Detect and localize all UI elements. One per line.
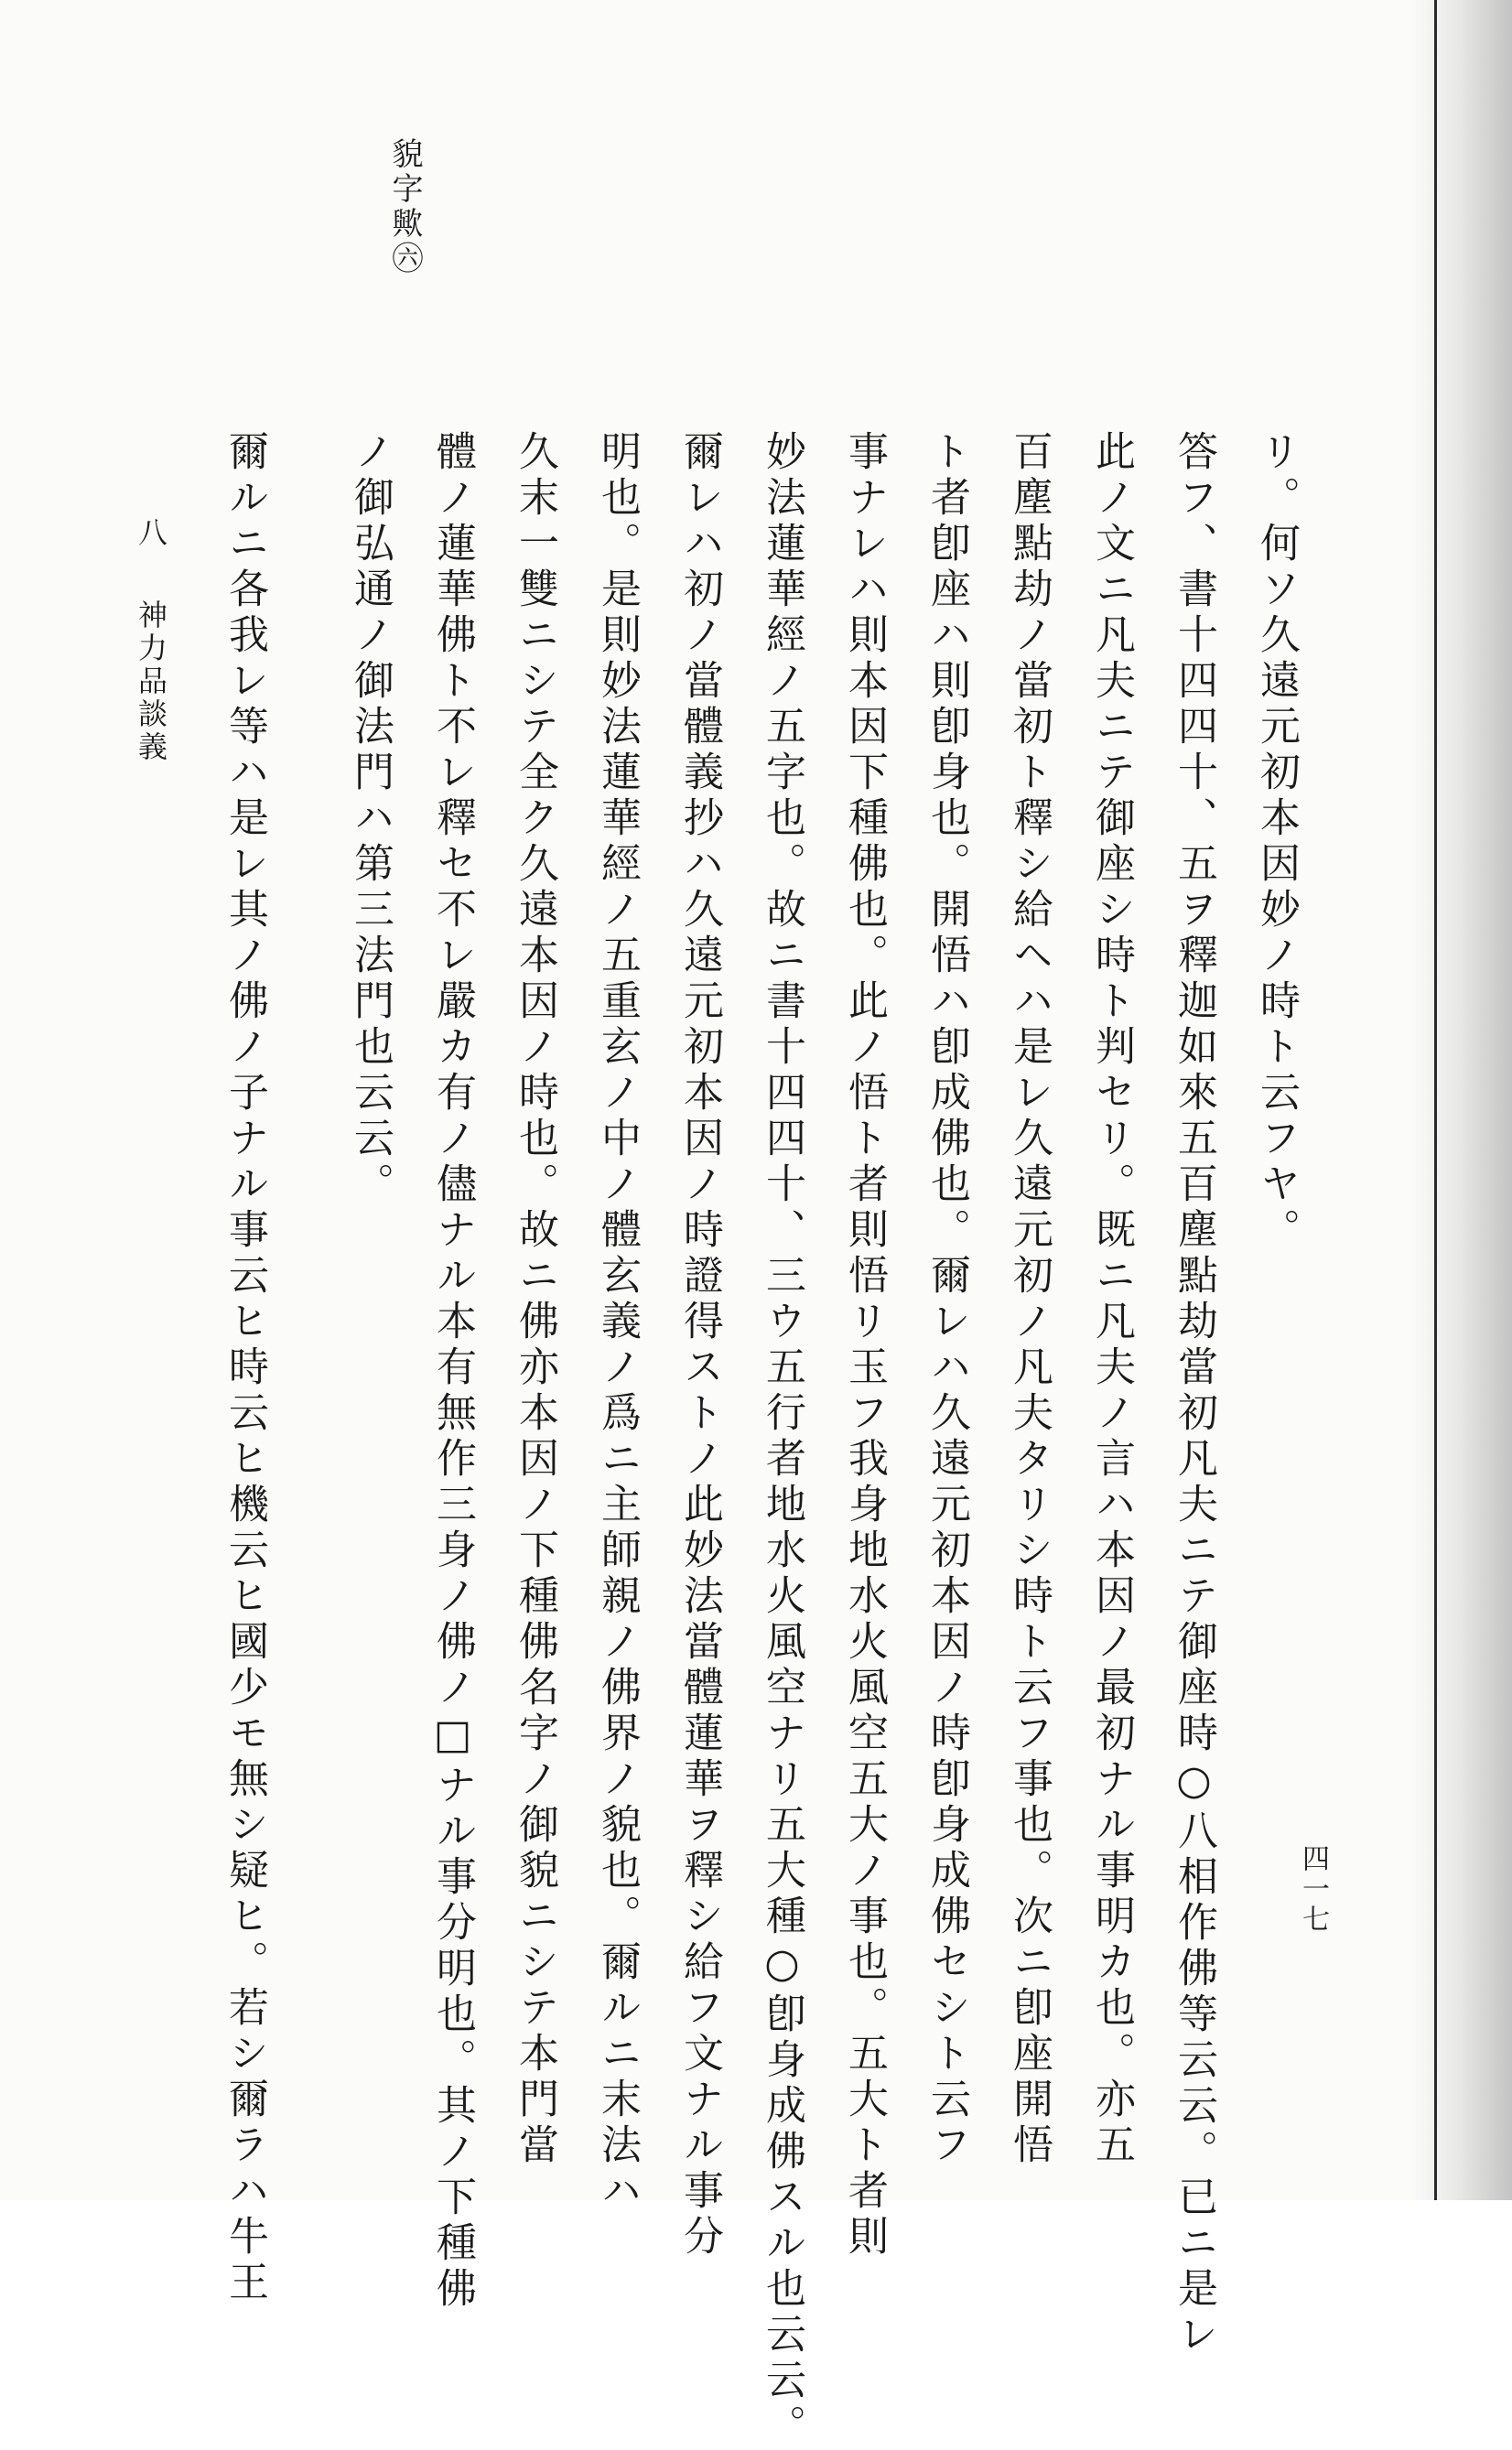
text-column-7: 妙法蓮華經ノ五字也。故ニ書十四四十、三ウ五行者地水火風空ナリ五大種○卽身成佛スル也云云。: [759, 430, 805, 2450]
page-number: 四一七: [1297, 1844, 1329, 1935]
text-column-13: 爾ルニ各我レ等ハ是レ其ノ佛ノ子ナル事云ヒ時云ヒ機云ヒ國少モ無シ疑ヒ。若シ爾ラハ牛王: [221, 430, 268, 2306]
text-column-10: 久末一雙ニシテ全ク久遠本因ノ時也。故ニ佛亦本因ノ下種佛名字ノ御貌ニシテ本門當: [512, 430, 558, 2169]
text-column-8: 爾レハ初ノ當體義抄ハ久遠元初本因ノ時證得ストノ此妙法當體蓮華ヲ釋シ給フ文ナル事分: [676, 430, 723, 2261]
text-column-6: 事ナレハ則本因下種佛也。此ノ悟ト者則悟リ玉フ我身地水火風空五大ノ事也。五大ト者則: [841, 430, 888, 2261]
page-gutter-shadow: [1411, 0, 1512, 2200]
text-column-4: 百塵點劫ノ當初ト釋シ給ヘハ是レ久遠元初ノ凡夫タリシ時ト云フ事也。次ニ卽座開悟: [1006, 430, 1053, 2169]
text-column-2: 答フ、書十四四十、五ヲ釋迦如來五百塵點劫當初凡夫ニテ御座時○八相作佛等云云。已ニ是レ: [1171, 430, 1217, 2358]
text-column-1: リ。何ソ久遠元初本因妙ノ時ト云フヤ。: [1253, 430, 1300, 1254]
running-head-chapter-title: 神力品談義: [134, 599, 168, 764]
margin-note: 貌字歟㊅: [386, 137, 423, 276]
text-column-11: 體ノ蓮華佛ト不レ釋セ不レ嚴カ有ノ儘ナル本有無作三身ノ佛ノ□ナル事分明也。其ノ下種佛: [429, 430, 476, 2313]
running-head-chapter-number: 八: [134, 517, 168, 550]
text-column-12: ノ御弘通ノ御法門ハ第三法門也云云。: [347, 430, 394, 1208]
text-column-9: 明也。是則妙法蓮華經ノ五重玄ノ中ノ體玄義ノ爲ニ主師親ノ佛界ノ貌也。爾ルニ末法ハ: [594, 430, 641, 2215]
text-column-3: 此ノ文ニ凡夫ニテ御座シ時ト判セリ。既ニ凡夫ノ言ハ本因ノ最初ナル事明カ也。亦五: [1088, 430, 1135, 2169]
text-column-5: ト者卽座ハ則卽身也。開悟ハ卽成佛也。爾レハ久遠元初本因ノ時卽身成佛セシト云フ: [923, 430, 970, 2169]
binding-edge-line: [1434, 0, 1437, 2200]
